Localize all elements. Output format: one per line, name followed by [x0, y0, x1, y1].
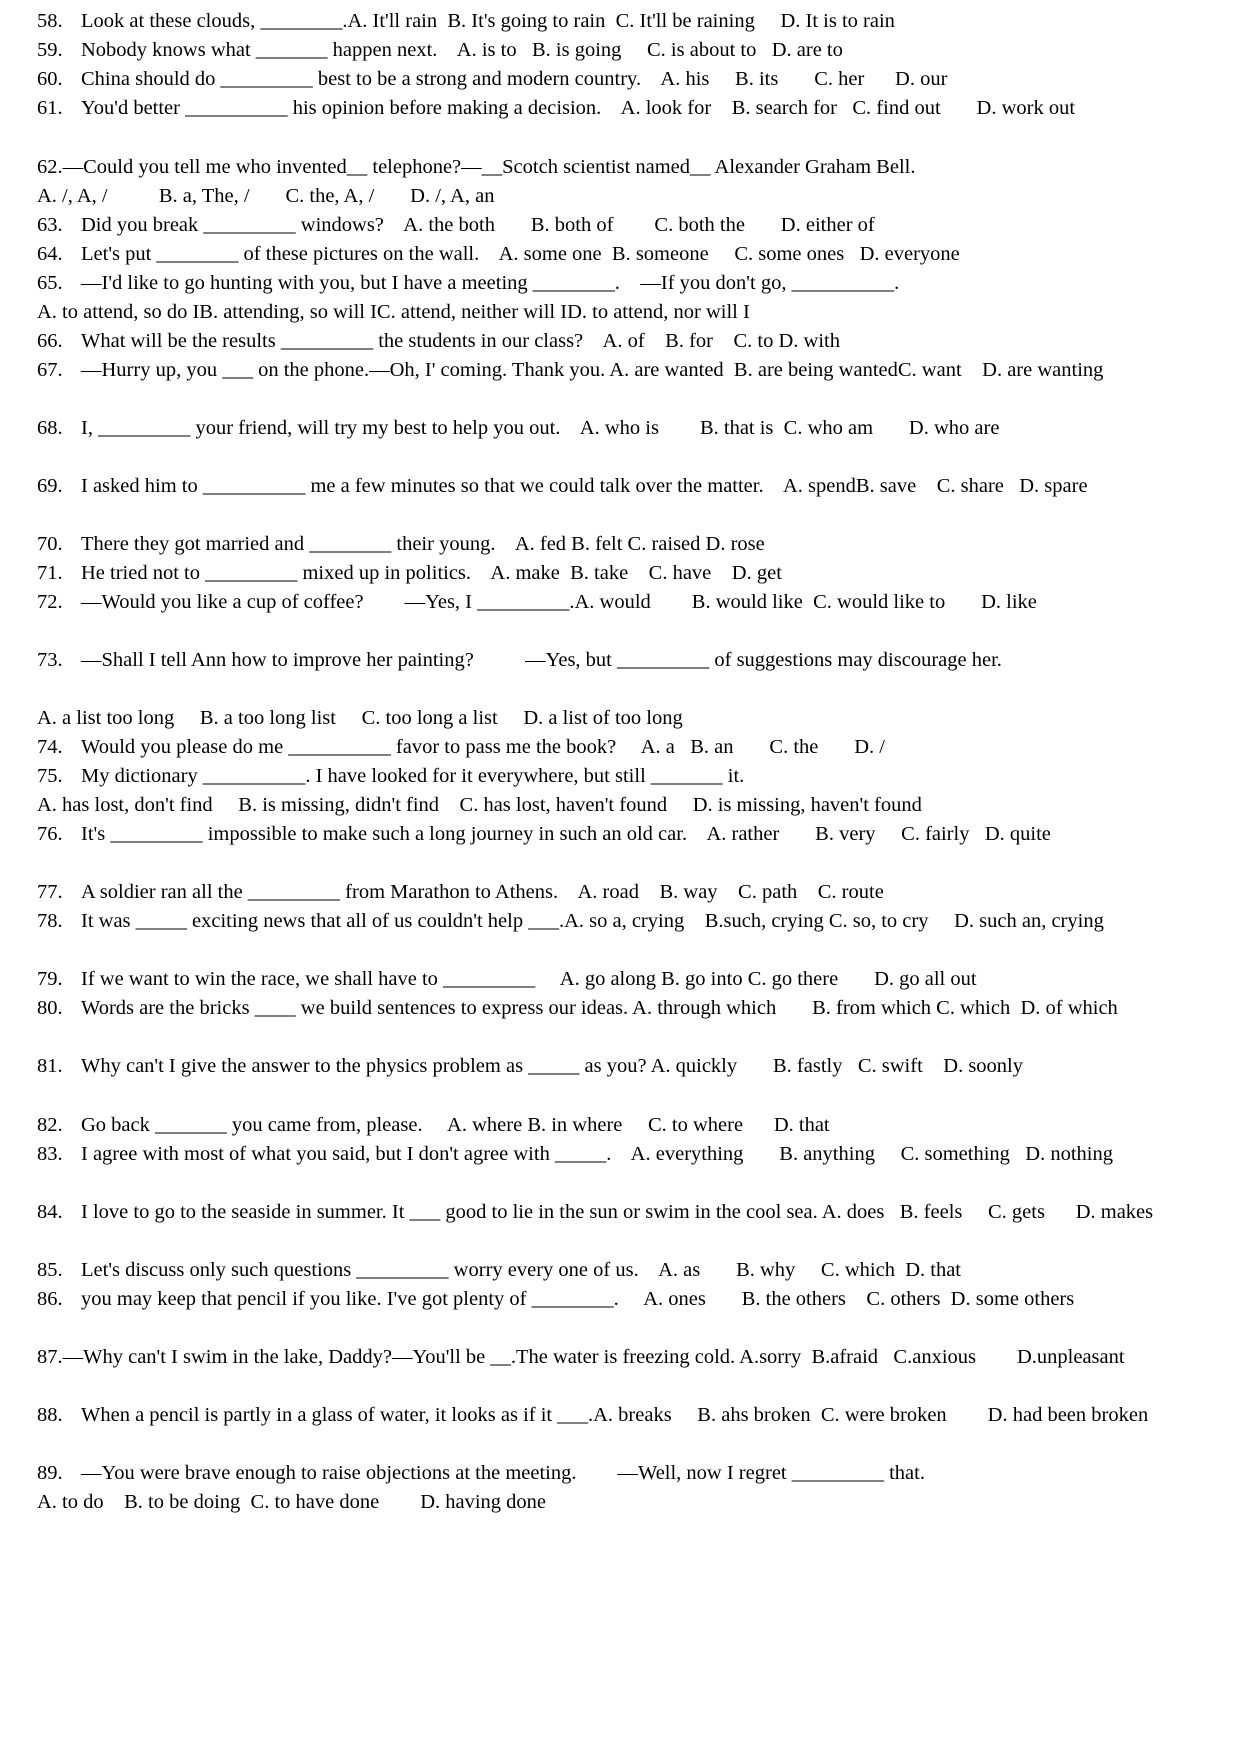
- question-line: [37, 529, 1237, 559]
- question-line: [37, 326, 1237, 356]
- line-text: Let's discuss only such questions _________ worry every one of us. A. as B. why C. which D. that: [81, 1259, 961, 1281]
- question-line: [37, 1051, 1237, 1081]
- question-number: 66.: [37, 330, 63, 352]
- question-line: [37, 268, 1237, 298]
- question-line: [37, 645, 1237, 675]
- question-number: 63.: [37, 214, 63, 236]
- question-line: [37, 1197, 1237, 1227]
- question-line: [37, 558, 1237, 588]
- question-number: 85.: [37, 1259, 63, 1281]
- line-text: A. has lost, don't find B. is missing, didn't find C. has lost, haven't found D. is missing, haven't found: [37, 794, 922, 816]
- line-text: A soldier ran all the _________ from Marathon to Athens. A. road B. way C. path C. route: [81, 881, 884, 903]
- line-text: A. to do B. to be doing C. to have done D. having done: [37, 1491, 547, 1513]
- line-text: A. /, A, / B. a, The, / C. the, A, / D. /, A, an: [37, 185, 495, 207]
- question-number: 80.: [37, 997, 63, 1019]
- line-text: Look at these clouds, ________.A. It'll rain B. It's going to rain C. It'll be raining D. It is to rain: [81, 10, 895, 32]
- line-text: I agree with most of what you said, but I don't agree with _____. A. everything B. anything C. something D. nothing: [81, 1143, 1113, 1165]
- question-number: 82.: [37, 1114, 63, 1136]
- text-line: [37, 1487, 1237, 1517]
- line-text: Words are the bricks ____ we build sentences to express our ideas. A. through which B. from which C. which D. of which: [81, 997, 1118, 1019]
- line-text: China should do _________ best to be a strong and modern country. A. his B. its C. her D. our: [81, 68, 948, 90]
- question-number: 83.: [37, 1143, 63, 1165]
- question-number: 79.: [37, 968, 63, 990]
- line-text: I asked him to __________ me a few minutes so that we could talk over the matter. A. spendB. save C. share D. spare: [81, 475, 1088, 497]
- line-text: Would you please do me __________ favor to pass me the book? A. a B. an C. the D. /: [81, 736, 885, 758]
- question-number: 77.: [37, 881, 63, 903]
- line-text: —I'd like to go hunting with you, but I have a meeting ________. —If you don't go, __________.: [81, 272, 900, 294]
- line-text: If we want to win the race, we shall have to _________ A. go along B. go into C. go there D. go all out: [81, 968, 977, 990]
- question-number: 58.: [37, 10, 63, 32]
- question-line: [37, 93, 1237, 123]
- line-text: Nobody knows what _______ happen next. A. is to B. is going C. is about to D. are to: [81, 39, 843, 61]
- question-line: [37, 1255, 1237, 1285]
- line-text: My dictionary __________. I have looked for it everywhere, but still _______ it.: [81, 765, 745, 787]
- question-number: 64.: [37, 243, 63, 265]
- question-number: 68.: [37, 417, 63, 439]
- text-line: [37, 181, 1237, 211]
- line-text: —Hurry up, you ___ on the phone.—Oh, I' coming. Thank you. A. are wanted B. are being wantedC. want D. are wanting: [81, 359, 1104, 381]
- question-line: [37, 64, 1237, 94]
- question-line: [37, 471, 1237, 501]
- line-text: Go back _______ you came from, please. A. where B. in where C. to where D. that: [81, 1114, 830, 1136]
- question-line: [37, 413, 1237, 443]
- line-text: you may keep that pencil if you like. I've got plenty of ________. A. ones B. the others C. others D. some others: [81, 1288, 1075, 1310]
- line-text: A. a list too long B. a too long list C. too long a list D. a list of too long: [37, 707, 683, 729]
- question-line: [37, 6, 1237, 36]
- question-line: [37, 877, 1237, 907]
- question-number: 59.: [37, 39, 63, 61]
- line-text: There they got married and ________ their young. A. fed B. felt C. raised D. rose: [81, 533, 765, 555]
- line-text: When a pencil is partly in a glass of water, it looks as if it ___.A. breaks B. ahs broken C. were broken D. had been broken: [81, 1404, 1149, 1426]
- question-line: [37, 761, 1237, 791]
- question-number: 88.: [37, 1404, 63, 1426]
- question-line: [37, 587, 1237, 617]
- question-line: [37, 210, 1237, 240]
- question-number: 61.: [37, 97, 63, 119]
- line-text: 87.—Why can't I swim in the lake, Daddy?—You'll be __.The water is freezing cold. A.sorry B.afraid C.anxious D.unpleasant: [37, 1346, 1125, 1368]
- question-line: [37, 1400, 1237, 1430]
- question-line: [37, 1458, 1237, 1488]
- line-text: 62.—Could you tell me who invented__ telephone?—__Scotch scientist named__ Alexander Graham Bell.: [37, 156, 916, 178]
- question-number: 60.: [37, 68, 63, 90]
- line-text: It was _____ exciting news that all of us couldn't help ___.A. so a, crying B.such, crying C. so, to cry D. such an, crying: [81, 910, 1104, 932]
- question-number: 65.: [37, 272, 63, 294]
- question-number: 73.: [37, 649, 63, 671]
- line-text: —Would you like a cup of coffee? —Yes, I _________.A. would B. would like C. would like to D. like: [81, 591, 1037, 613]
- question-number: 69.: [37, 475, 63, 497]
- question-number: 72.: [37, 591, 63, 613]
- line-text: Let's put ________ of these pictures on the wall. A. some one B. someone C. some ones D. everyone: [81, 243, 960, 265]
- question-number: 78.: [37, 910, 63, 932]
- text-line: [37, 790, 1237, 820]
- question-number: 70.: [37, 533, 63, 555]
- question-number: 84.: [37, 1201, 63, 1223]
- question-line: [37, 1110, 1237, 1140]
- question-number: 71.: [37, 562, 63, 584]
- text-line: [37, 297, 1237, 327]
- question-line: [37, 906, 1237, 936]
- line-text: —You were brave enough to raise objections at the meeting. —Well, now I regret _________ that.: [81, 1462, 925, 1484]
- line-text: What will be the results _________ the students in our class? A. of B. for C. to D. with: [81, 330, 840, 352]
- line-text: Why can't I give the answer to the physics problem as _____ as you? A. quickly B. fastly C. swift D. soonly: [81, 1055, 1023, 1077]
- line-text: You'd better __________ his opinion before making a decision. A. look for B. search for C. find out D. work out: [81, 97, 1076, 119]
- text-line: [37, 152, 1237, 182]
- question-number: 76.: [37, 823, 63, 845]
- question-number: 75.: [37, 765, 63, 787]
- line-text: It's _________ impossible to make such a long journey in such an old car. A. rather B. very C. fairly D. quite: [81, 823, 1051, 845]
- question-line: [37, 35, 1237, 65]
- text-line: [37, 1342, 1237, 1372]
- line-text: Did you break _________ windows? A. the both B. both of C. both the D. either of: [81, 214, 875, 236]
- question-line: [37, 964, 1237, 994]
- question-line: [37, 355, 1237, 385]
- line-text: He tried not to _________ mixed up in politics. A. make B. take C. have D. get: [81, 562, 782, 584]
- question-number: 81.: [37, 1055, 63, 1077]
- question-line: [37, 1139, 1237, 1169]
- question-line: [37, 239, 1237, 269]
- line-text: I love to go to the seaside in summer. It ___ good to lie in the sun or swim in the cool sea. A. does B. feels C. gets D. makes: [81, 1201, 1154, 1223]
- question-line: [37, 732, 1237, 762]
- question-line: [37, 819, 1237, 849]
- question-number: 74.: [37, 736, 63, 758]
- line-text: A. to attend, so do IB. attending, so will IC. attend, neither will ID. to attend, nor will I: [37, 301, 750, 323]
- question-line: [37, 993, 1237, 1023]
- question-number: 86.: [37, 1288, 63, 1310]
- line-text: I, _________ your friend, will try my best to help you out. A. who is B. that is C. who am D. who are: [81, 417, 1000, 439]
- question-number: 89.: [37, 1462, 63, 1484]
- text-line: [37, 703, 1237, 733]
- line-text: —Shall I tell Ann how to improve her painting? —Yes, but _________ of suggestions may discourage her.: [81, 649, 1002, 671]
- question-number: 67.: [37, 359, 63, 381]
- question-line: [37, 1284, 1237, 1314]
